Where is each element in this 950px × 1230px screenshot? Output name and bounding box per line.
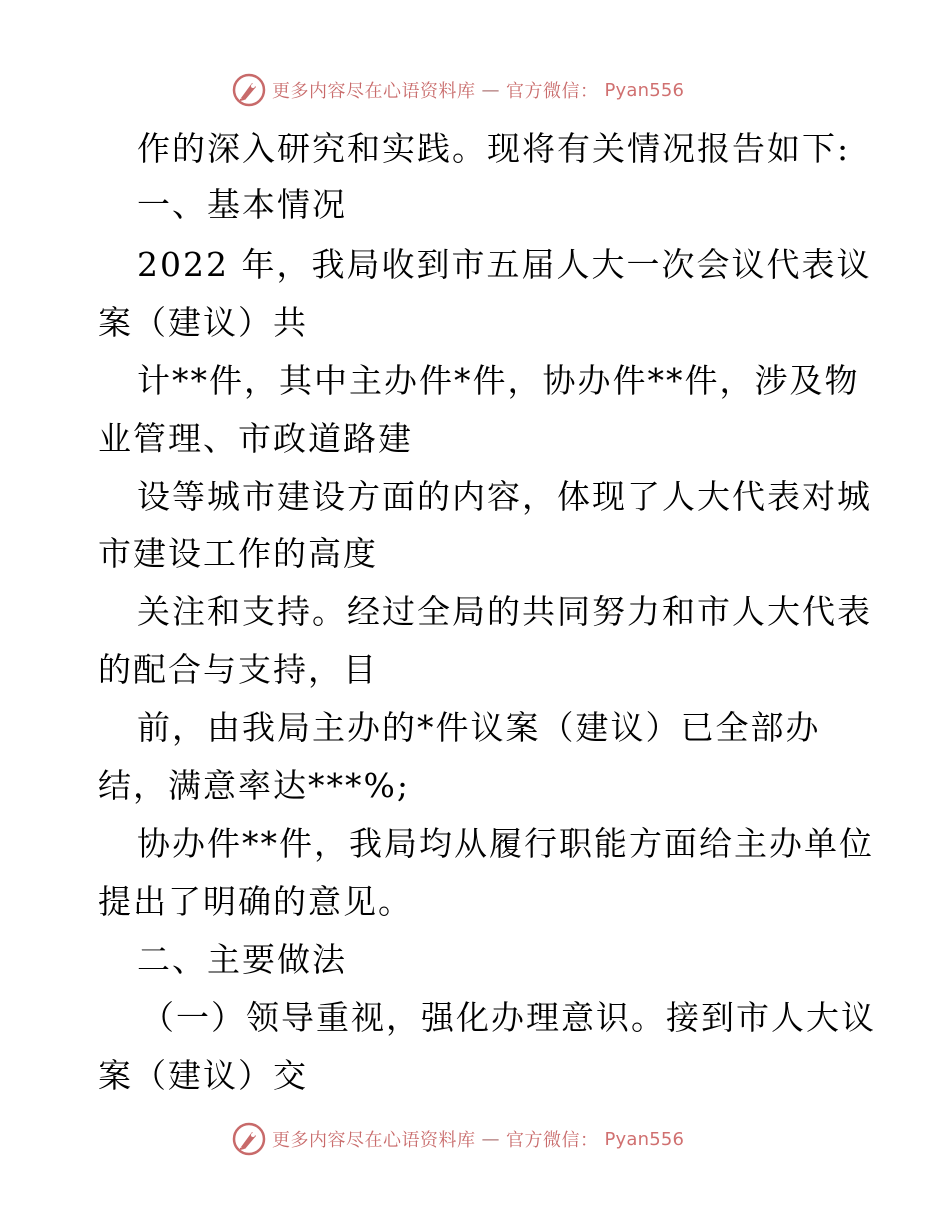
subsection-line: （一）领导重视，强化办理意识。接到市人大议 xyxy=(141,998,876,1037)
body-line: 设等城市建设方面的内容，体现了人大代表对城 xyxy=(137,477,872,516)
watermark-dash: — xyxy=(481,1128,500,1150)
watermark-dash: — xyxy=(481,79,500,101)
body-line: 前，由我局主办的*件议案（建议）已全部办 xyxy=(137,708,821,747)
body-line: 计**件，其中主办件*件，协办件**件，涉及物 xyxy=(137,361,860,400)
body-line: 2022 年，我局收到市五届人大一次会议代表议 xyxy=(137,245,872,284)
watermark-wechat-id: Pyan556 xyxy=(604,79,685,101)
section-heading: 一、基本情况 xyxy=(137,185,347,224)
body-line: 作的深入研究和实践。现将有关情况报告如下: xyxy=(137,129,851,168)
pen-nib-logo-icon xyxy=(232,73,266,107)
watermark-label: 官方微信： xyxy=(506,81,599,102)
body-line: 市建设工作的高度 xyxy=(98,534,378,573)
body-line: 案（建议）共 xyxy=(98,303,308,342)
body-line: 业管理、市政道路建 xyxy=(98,419,413,458)
watermark-label: 官方微信： xyxy=(506,1130,599,1151)
watermark-wechat-id: Pyan556 xyxy=(604,1128,685,1150)
body-line: 的配合与支持，目 xyxy=(98,650,378,689)
watermark-footer xyxy=(232,1121,752,1157)
body-line: 案（建议）交 xyxy=(98,1056,308,1095)
watermark-text: 更多内容尽在心语资料库 xyxy=(272,1130,476,1151)
body-line: 结，满意率达***%; xyxy=(98,766,410,805)
section-heading: 二、主要做法 xyxy=(137,940,347,979)
watermark-header xyxy=(232,72,752,108)
body-line: 关注和支持。经过全局的共同努力和市人大代表 xyxy=(137,592,872,631)
watermark-text: 更多内容尽在心语资料库 xyxy=(272,81,476,102)
pen-nib-logo-icon xyxy=(232,1122,266,1156)
body-line: 提出了明确的意见。 xyxy=(98,882,413,921)
body-line: 协办件**件，我局均从履行职能方面给主办单位 xyxy=(137,824,874,863)
